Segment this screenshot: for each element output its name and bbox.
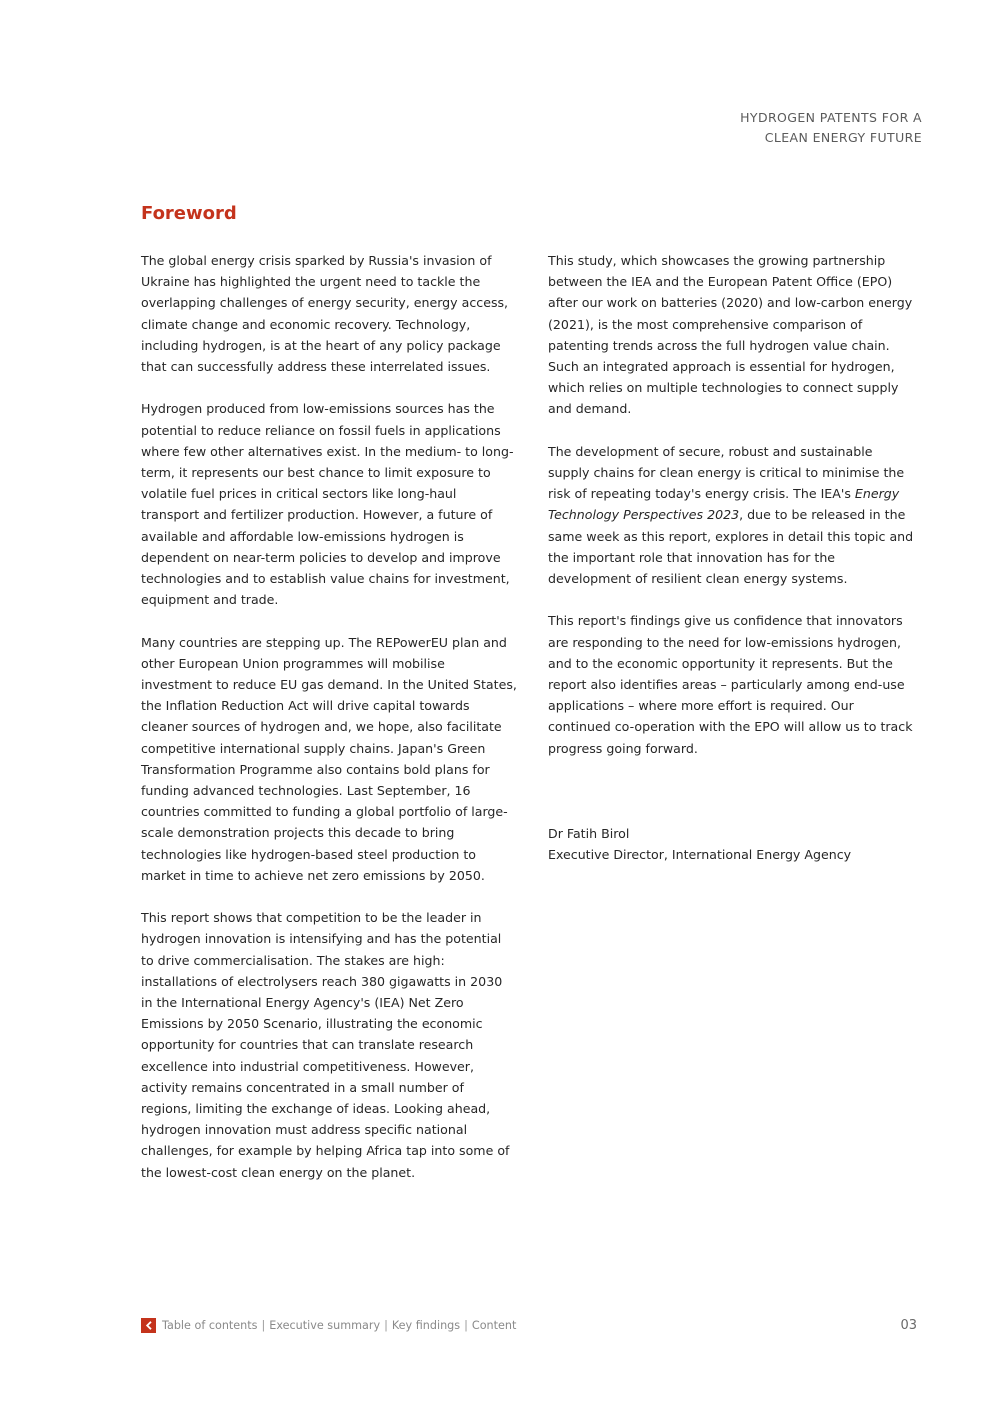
paragraph: This report's findings give us confidence that innovators are responding to the need for low-emissions hydrogen, and to the economic opportunity it represents. But the report also identifies areas – particularly among end-use applications – where more effort is required. Our continued co-operation with the EPO will allow us to track progress going forward. — [548, 613, 913, 756]
running-header-line-2: CLEAN ENERGY FUTURE — [764, 130, 922, 145]
chevron-left-icon — [145, 1321, 153, 1330]
footer-nav — [141, 1318, 516, 1333]
signatory-role: Executive Director, International Energy Agency — [548, 847, 852, 863]
link-content[interactable]: Content — [471, 1319, 517, 1332]
paragraph-text: The development of secure, robust and sustainable supply chains for clean energy is critical to minimise the risk of repeating today's energy crisis. The IEA's — [548, 443, 905, 502]
back-button[interactable] — [141, 1318, 156, 1333]
paragraph: Hydrogen produced from low-emissions sources has the potential to reduce reliance on fossil fuels in applications where few other alternatives exist. In the medium- to long-term, it represents our best chance to limit exposure to volatile fuel prices in critical sectors like long-haul transport and fertilizer production. However, a future of available and affordable low-emissions hydrogen is dependent on near-term policies to develop and improve technologies and to establish value chains for investment, equipment and trade. — [141, 401, 514, 608]
paragraph: This report shows that competition to be the leader in hydrogen innovation is intensifying and has the potential to drive commercialisation. The stakes are high: installations of electrolysers reach 380 gigawatts in 2030 in the International Energy Agency's (IEA) Net Zero Emissions by 2050 Scenario, illustrating the economic opportunity for countries that can translate research excellence into industrial competitiveness. However, activity remains concentrated in a small number of regions, limiting the exchange of ideas. Looking ahead, hydrogen innovation must address specific national challenges, for example by helping Africa tap into some of the lowest-cost clean energy on the planet. — [141, 910, 510, 1180]
paragraph-text: , due to be released in the same week as this report, explores in detail this topic and the important role that innovation has for the development of resilient clean energy systems. — [548, 507, 914, 587]
link-key-findings[interactable]: Key findings — [391, 1319, 461, 1332]
link-executive-summary[interactable]: Executive summary — [269, 1319, 381, 1332]
page-title: Foreword — [141, 203, 237, 224]
paragraph: This study, which showcases the growing partnership between the IEA and the European Patent Office (EPO) after our work on batteries (2020) and low-carbon energy (2021), is the most comprehensive comparison of patenting trends across the full hydrogen value chain. Such an integrated approach is essential for hydrogen, which relies on multiple technologies to connect supply and demand. — [548, 253, 913, 417]
report-title-italic: Energy Technology Perspectives 2023 — [548, 486, 900, 523]
paragraph: The global energy crisis sparked by Russia's invasion of Ukraine has highlighted the urgent need to tackle the overlapping challenges of energy security, energy access, climate change and economic recovery. Technology, including hydrogen, is at the heart of any policy package that can successfully address these interrelated issues. — [141, 253, 509, 375]
separator: | — [261, 1319, 266, 1332]
page-number: 03 — [900, 1318, 917, 1333]
left-column — [141, 250, 517, 1204]
right-column — [548, 250, 916, 780]
separator: | — [384, 1319, 388, 1332]
running-header — [740, 108, 922, 148]
link-table-of-contents[interactable]: Table of contents — [162, 1319, 258, 1332]
signature-block — [548, 823, 851, 865]
running-header-line-1: HYDROGEN PATENTS FOR A — [740, 110, 922, 125]
separator: | — [464, 1319, 468, 1332]
signatory-name: Dr Fatih Birol — [548, 826, 630, 841]
paragraph — [548, 441, 916, 589]
paragraph: Many countries are stepping up. The REPowerEU plan and other European Union programmes will mobilise investment to reduce EU gas demand. In the United States, the Inflation Reduction Act will drive capital towards cleaner sources of hydrogen and, we hope, also facilitate competitive international supply chains. Japan's Green Transformation Programme also contains bold plans for funding advanced technologies. Last September, 16 countries committed to funding a global portfolio of large-scale demonstration projects this decade to bring technologies like hydrogen-based steel production to market in time to achieve net zero emissions by 2050. — [141, 634, 517, 883]
